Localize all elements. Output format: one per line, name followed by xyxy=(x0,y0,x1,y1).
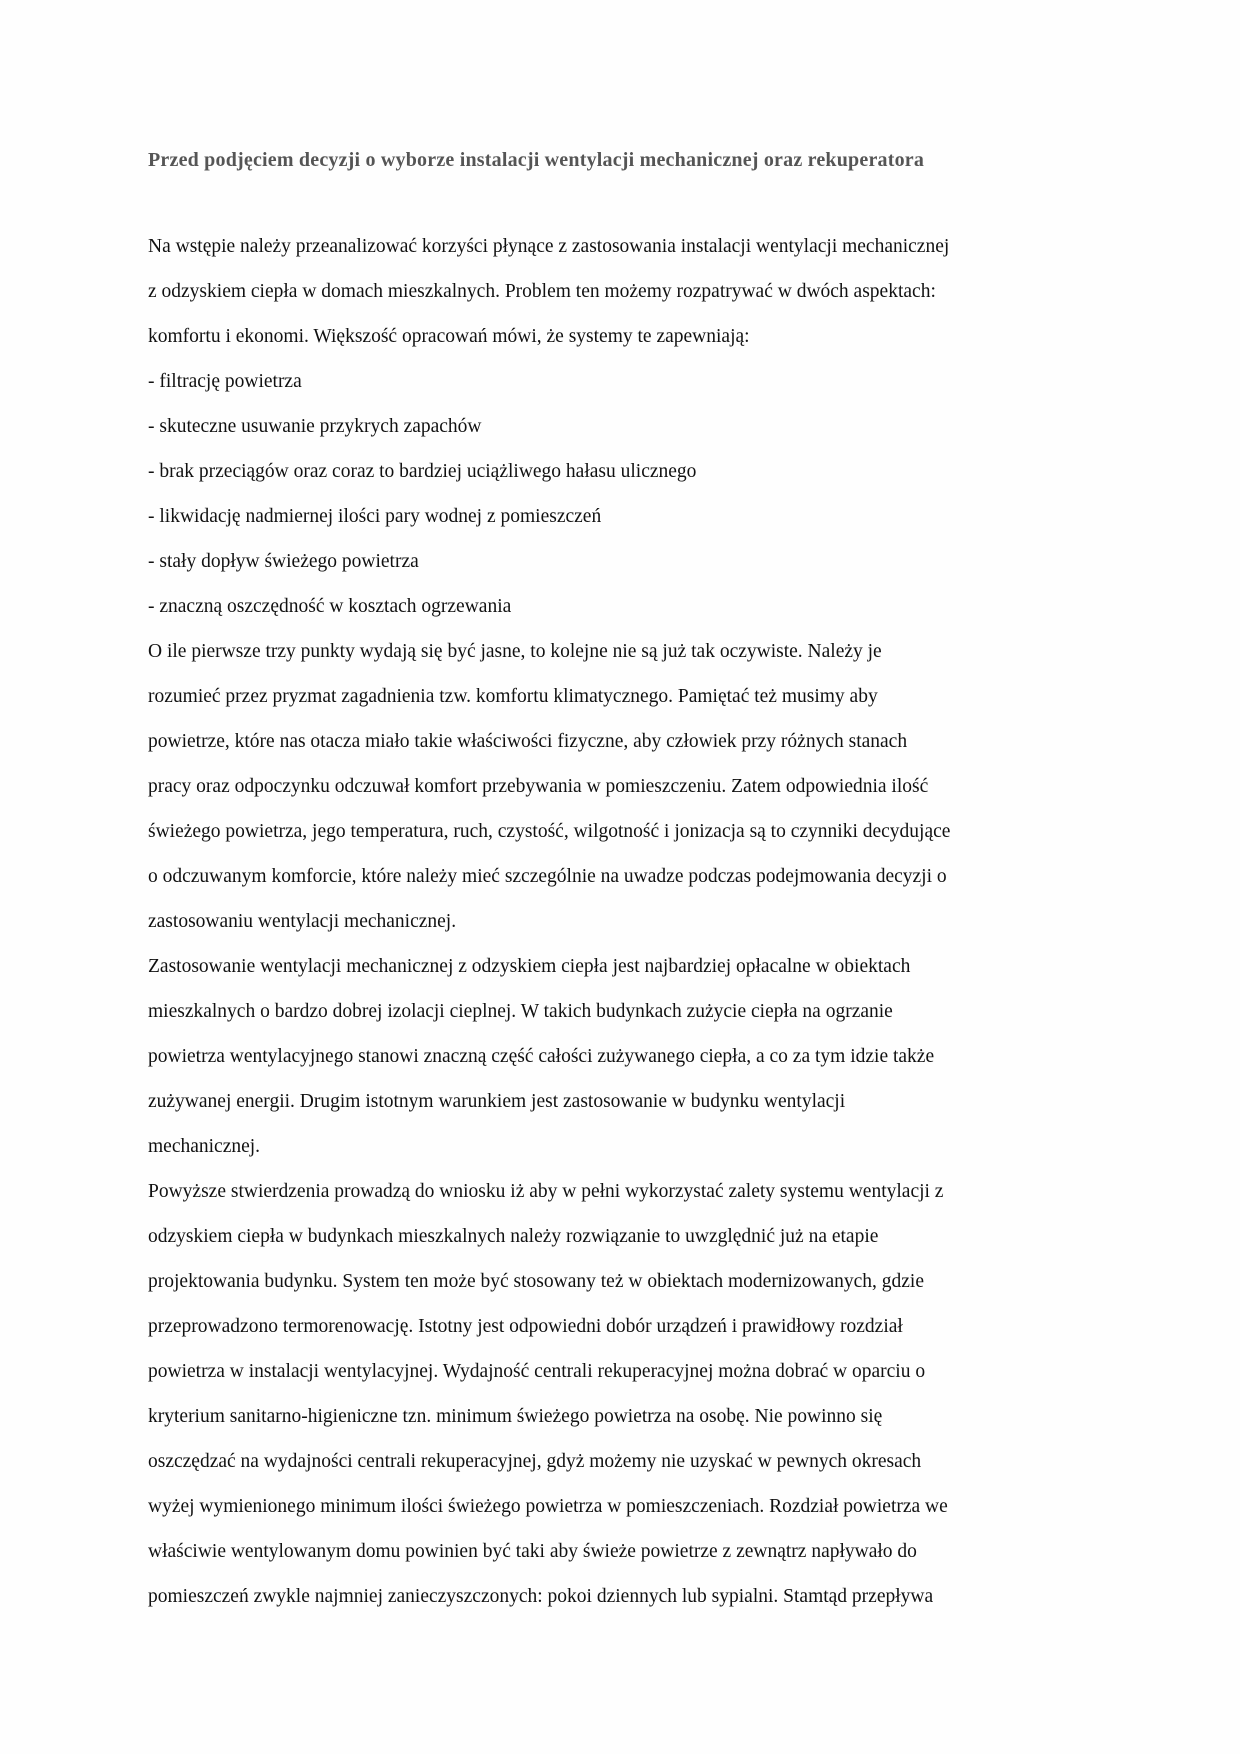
text-line: O ile pierwsze trzy punkty wydają się być jasne, to kolejne nie są już tak oczywiste. Należy je xyxy=(148,641,882,662)
text-line: rozumieć przez pryzmat zagadnienia tzw. komfortu klimatycznego. Pamiętać też musimy aby xyxy=(148,686,878,707)
text-line: wyżej wymienionego minimum ilości świeżego powietrza w pomieszczeniach. Rozdział powietrza we xyxy=(148,1496,948,1517)
text-line: mieszkalnych o bardzo dobrej izolacji cieplnej. W takich budynkach zużycie ciepła na ogrzanie xyxy=(148,1001,893,1022)
text-line: projektowania budynku. System ten może być stosowany też w obiektach modernizowanych, gdzie xyxy=(148,1271,925,1292)
text-line: właściwie wentylowanym domu powinien być taki aby świeże powietrze z zewnątrz napływało do xyxy=(148,1541,917,1562)
text-line: zastosowaniu wentylacji mechanicznej. xyxy=(148,911,457,932)
text-line: Na wstępie należy przeanalizować korzyści płynące z zastosowania instalacji wentylacji mechanicznej xyxy=(148,236,950,257)
text-line: oszczędzać na wydajności centrali rekuperacyjnej, gdyż możemy nie uzyskać w pewnych okresach xyxy=(148,1451,922,1472)
text-line: powietrza wentylacyjnego stanowi znaczną część całości zużywanego ciepła, a co za tym idzie także xyxy=(148,1046,935,1067)
list-item: - filtrację powietrza xyxy=(148,371,302,392)
text-line: komfortu i ekonomi. Większość opracowań mówi, że systemy te zapewniają: xyxy=(148,326,750,347)
document-title: Przed podjęciem decyzji o wyborze instalacji wentylacji mechanicznej oraz rekuperatora xyxy=(148,149,925,171)
list-item: - likwidację nadmiernej ilości pary wodnej z pomieszczeń xyxy=(148,506,602,527)
text-line: powietrze, które nas otacza miało takie właściwości fizyczne, aby człowiek przy różnych stanach xyxy=(148,731,908,752)
text-line: pomieszczeń zwykle najmniej zanieczyszczonych: pokoi dziennych lub sypialni. Stamtąd przepływa xyxy=(148,1586,934,1607)
text-line: odzyskiem ciepła w budynkach mieszkalnych należy rozwiązanie to uwzględnić już na etapie xyxy=(148,1226,879,1247)
text-line: świeżego powietrza, jego temperatura, ruch, czystość, wilgotność i jonizacja są to czynniki decydujące xyxy=(148,821,951,842)
text-line: o odczuwanym komforcie, które należy mieć szczególnie na uwadze podczas podejmowania decyzji o xyxy=(148,866,947,887)
text-line: z odzyskiem ciepła w domach mieszkalnych. Problem ten możemy rozpatrywać w dwóch aspektach: xyxy=(148,281,936,302)
document-body xyxy=(148,224,1108,1619)
text-line: zużywanej energii. Drugim istotnym warunkiem jest zastosowanie w budynku wentylacji xyxy=(148,1091,846,1112)
list-item: - skuteczne usuwanie przykrych zapachów xyxy=(148,416,482,437)
text-line: Zastosowanie wentylacji mechanicznej z odzyskiem ciepła jest najbardziej opłacalne w obiektach xyxy=(148,956,911,977)
list-item: - znaczną oszczędność w kosztach ogrzewania xyxy=(148,596,512,617)
list-item: - brak przeciągów oraz coraz to bardziej uciążliwego hałasu ulicznego xyxy=(148,461,697,482)
text-line: przeprowadzono termorenowację. Istotny jest odpowiedni dobór urządzeń i prawidłowy rozdział xyxy=(148,1316,903,1337)
text-line: kryterium sanitarno-higieniczne tzn. minimum świeżego powietrza na osobę. Nie powinno się xyxy=(148,1406,883,1427)
text-line: Powyższe stwierdzenia prowadzą do wniosku iż aby w pełni wykorzystać zalety systemu wentylacji z xyxy=(148,1181,944,1202)
text-line: powietrza w instalacji wentylacyjnej. Wydajność centrali rekuperacyjnej można dobrać w oparciu o xyxy=(148,1361,926,1382)
list-item: - stały dopływ świeżego powietrza xyxy=(148,551,419,572)
text-line: mechanicznej. xyxy=(148,1136,261,1157)
text-line: pracy oraz odpoczynku odczuwał komfort przebywania w pomieszczeniu. Zatem odpowiednia ilość xyxy=(148,776,929,797)
